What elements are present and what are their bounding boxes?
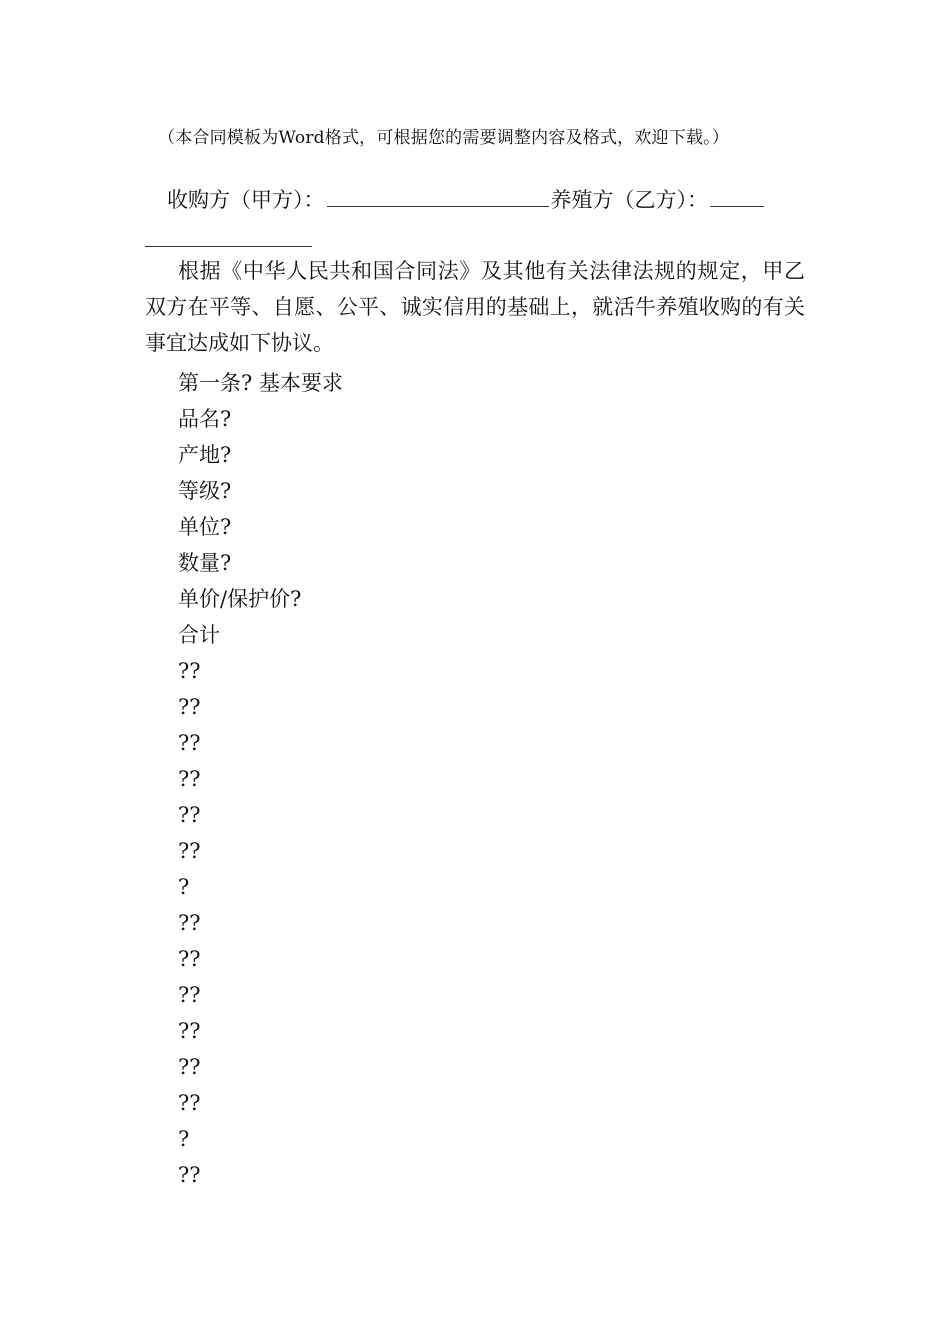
- parties-block: [145, 182, 805, 258]
- party-b-label: 养殖方（乙方）：: [550, 188, 708, 212]
- list-item: ??: [178, 947, 201, 971]
- list-item: ??: [178, 1091, 201, 1115]
- list-item: ??: [178, 767, 201, 791]
- party-b-blank-continued: [145, 224, 312, 247]
- list-item: ??: [178, 839, 201, 863]
- template-note: （本合同模板为Word格式，可根据您的需要调整内容及格式，欢迎下载。）: [158, 128, 730, 148]
- list-item: 等级?: [178, 479, 232, 503]
- list-item: 数量?: [178, 551, 232, 575]
- list-item: ??: [178, 1019, 201, 1043]
- party-b-blank: [710, 184, 764, 207]
- list-item: ?: [178, 1127, 190, 1151]
- clause-list: [178, 365, 778, 1193]
- list-item: ??: [178, 911, 201, 935]
- list-item: ??: [178, 1055, 201, 1079]
- list-item: 单价/保护价?: [178, 587, 302, 611]
- list-item: ??: [178, 1163, 201, 1187]
- list-item: ?: [178, 875, 190, 899]
- parties-line-2: [145, 218, 805, 258]
- list-item: 产地?: [178, 443, 232, 467]
- list-item: ??: [178, 695, 201, 719]
- list-item: 合计: [178, 623, 220, 647]
- list-item: 第一条? 基本要求: [178, 371, 343, 395]
- parties-line: [145, 182, 805, 218]
- list-item: ??: [178, 659, 201, 683]
- party-a-blank: [327, 184, 549, 207]
- list-item: ??: [178, 731, 201, 755]
- list-item: 单位?: [178, 515, 232, 539]
- list-item: 品名?: [178, 407, 232, 431]
- intro-paragraph: 根据《中华人民共和国合同法》及其他有关法律法规的规定，甲乙双方在平等、自愿、公平、诚实信用的基础上，就活牛养殖收购的有关事宜达成如下协议。: [145, 259, 805, 355]
- party-a-label: 收购方（甲方）：: [167, 188, 325, 212]
- list-item: ??: [178, 983, 201, 1007]
- list-item: ??: [178, 803, 201, 827]
